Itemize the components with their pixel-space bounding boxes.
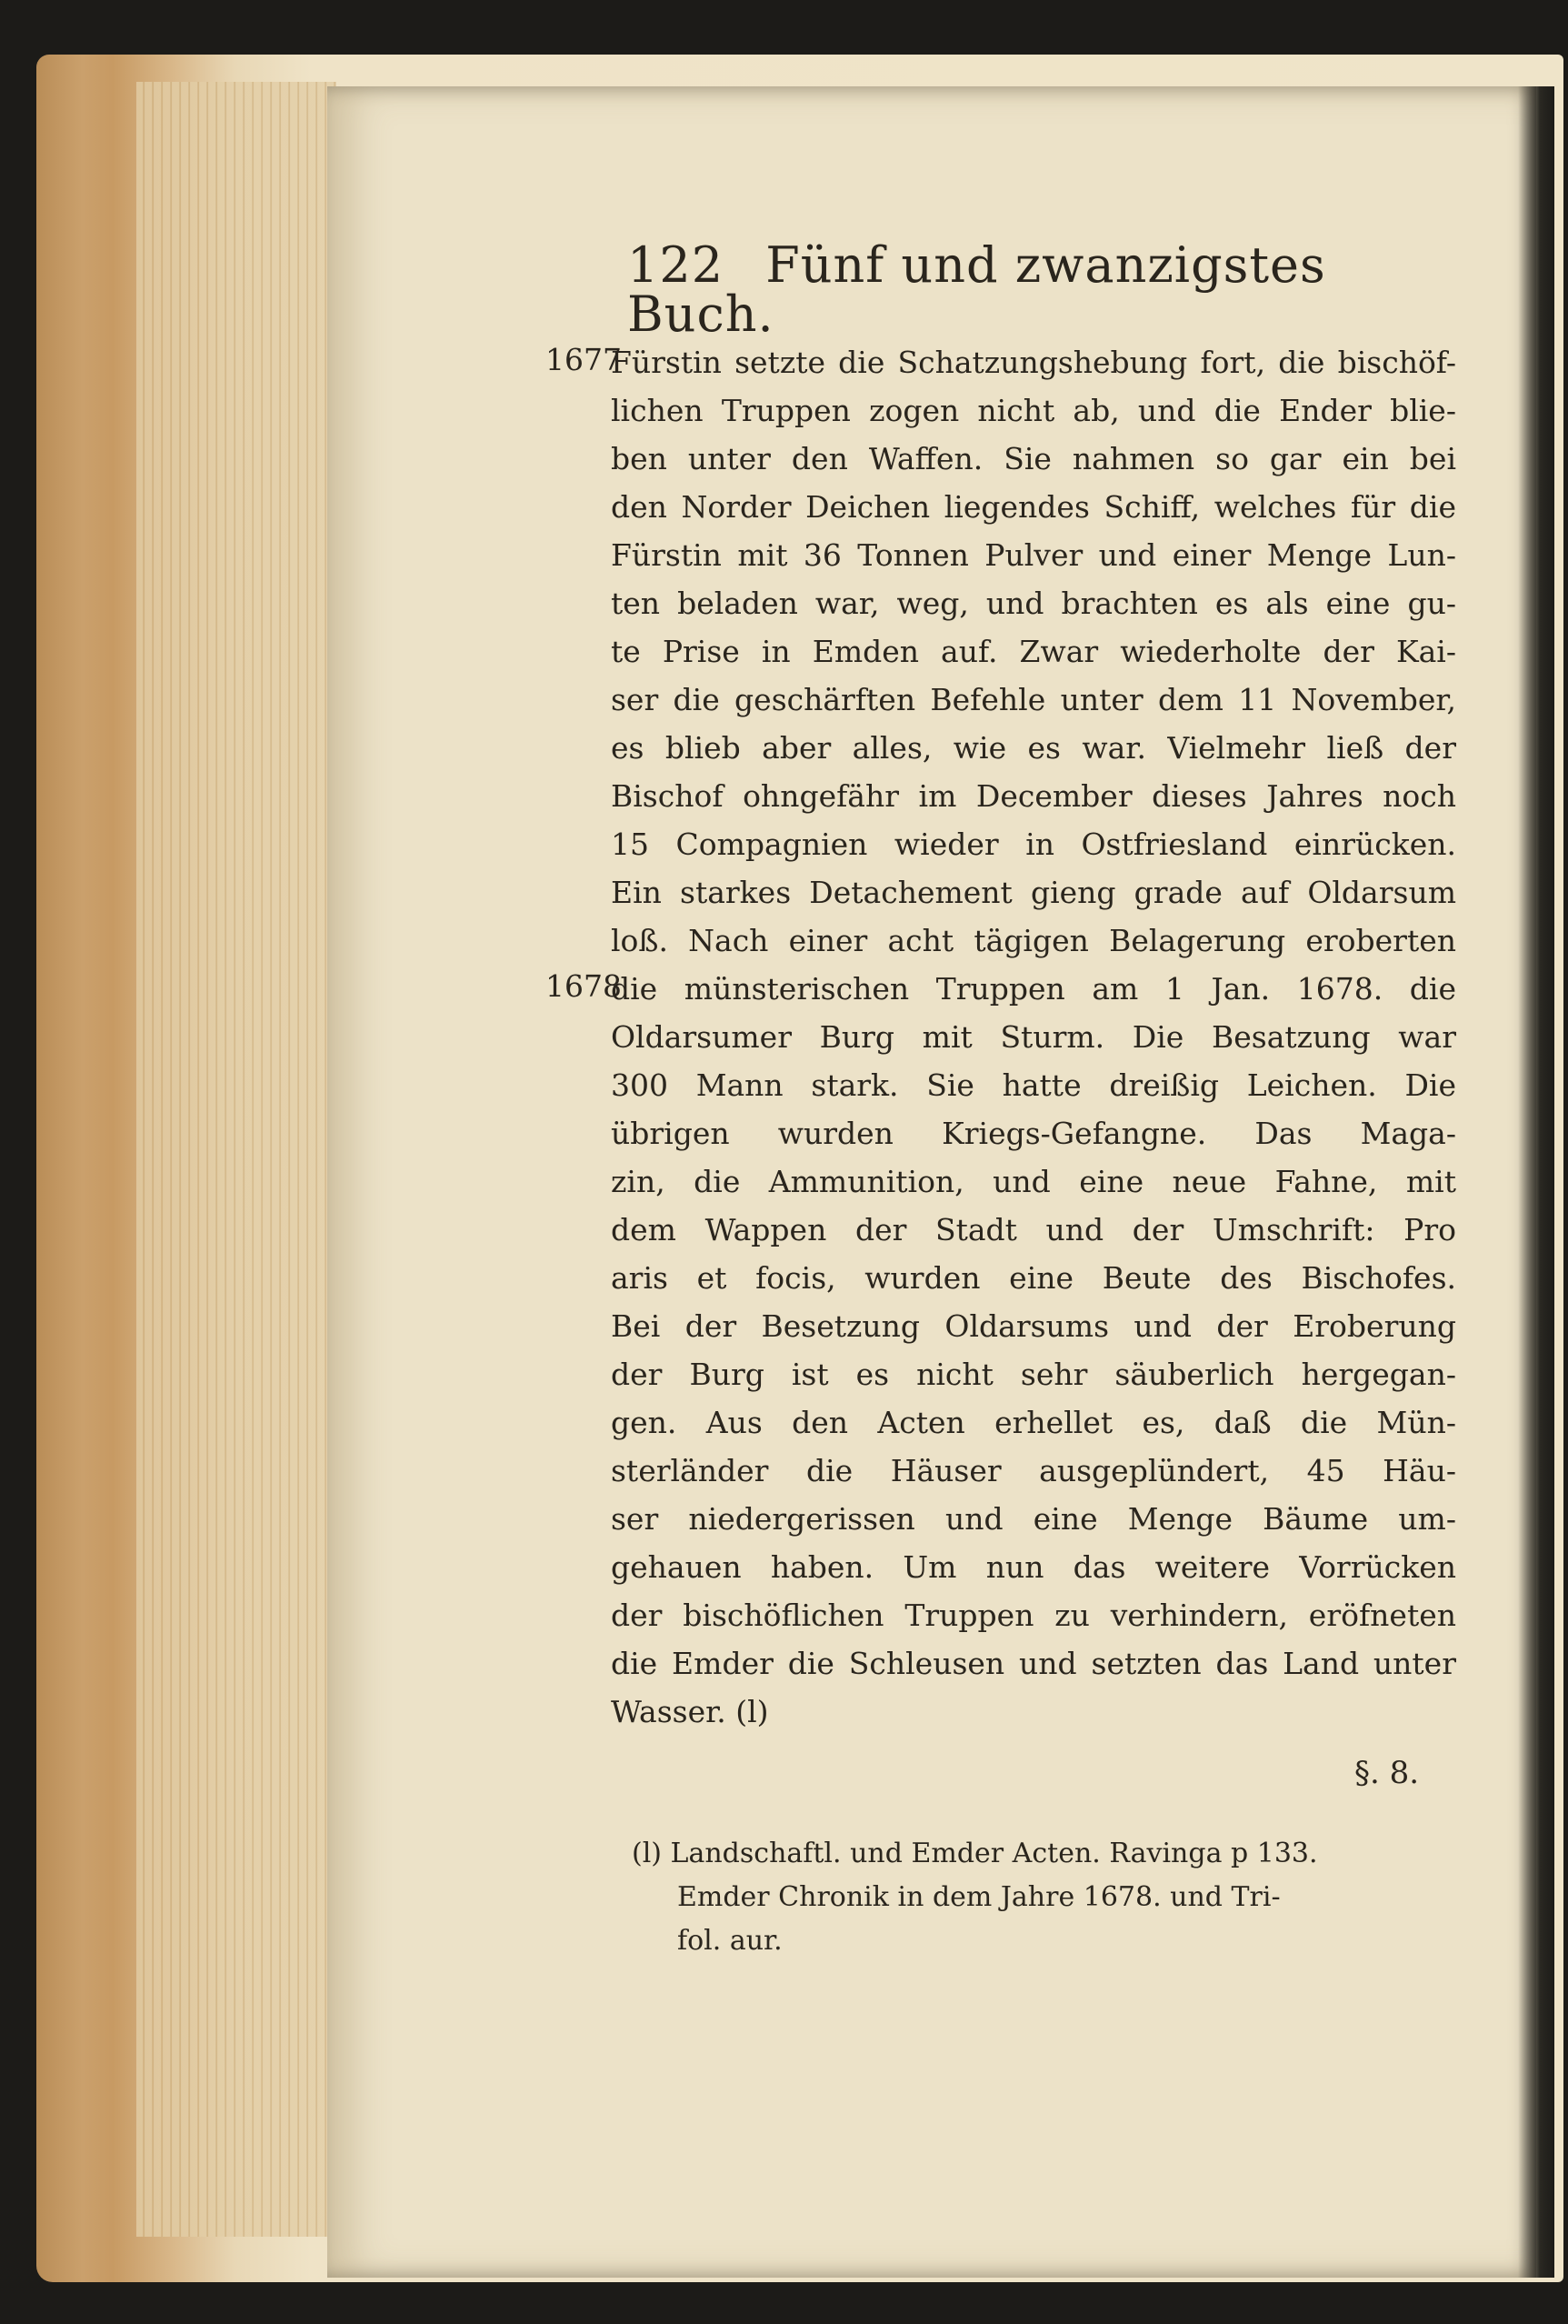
page-number: 122	[627, 236, 724, 294]
footnote-line: (l) Landschaftl. und Emder Acten. Ravinga p 133.	[632, 1838, 1318, 1869]
body-line: loß. Nach einer acht tägigen Belagerung eroberten	[611, 923, 1456, 958]
section-marker: §. 8.	[1354, 1755, 1420, 1791]
body-line: Ein starkes Detachement gieng grade auf Oldarsum	[611, 875, 1456, 910]
body-line: es blieb aber alles, wie es war. Vielmehr ließ der	[611, 730, 1456, 766]
margin-year-1677: 1677	[545, 342, 622, 377]
body-line: sterländer die Häuser ausgeplündert, 45 Häu-	[611, 1453, 1456, 1488]
body-line: der Burg ist es nicht sehr säuberlich hergegan-	[611, 1357, 1456, 1392]
body-line: dem Wappen der Stadt und der Umschrift: Pro	[611, 1212, 1456, 1247]
body-line: gen. Aus den Acten erhellet es, daß die Mün-	[611, 1405, 1456, 1440]
footnote-line: Emder Chronik in dem Jahre 1678. und Tri-	[677, 1881, 1281, 1913]
body-line: Fürstin mit 36 Tonnen Pulver und einer Menge Lun-	[611, 537, 1456, 573]
margin-year-1678: 1678	[545, 968, 622, 1004]
body-line: den Norder Deichen liegendes Schiff, welches für die	[611, 489, 1456, 525]
body-line: aris et focis, wurden eine Beute des Bischofes.	[611, 1260, 1456, 1296]
body-line: ten beladen war, weg, und brachten es als eine gu-	[611, 586, 1456, 621]
body-line: der bischöflichen Truppen zu verhindern, eröfneten	[611, 1598, 1456, 1633]
running-header	[627, 236, 1445, 343]
body-line: lichen Truppen zogen nicht ab, und die Ender blie-	[611, 393, 1456, 428]
body-line: Oldarsumer Burg mit Sturm. Die Besatzung war	[611, 1019, 1456, 1055]
body-line: Fürstin setzte die Schatzungshebung fort, die bischöf-	[611, 345, 1456, 380]
body-line: te Prise in Emden auf. Zwar wiederholte der Kai-	[611, 634, 1456, 669]
body-line: ser niedergerissen und eine Menge Bäume um-	[611, 1501, 1456, 1537]
page-edges	[136, 82, 336, 2237]
body-line: ben unter den Waffen. Sie nahmen so gar ein bei	[611, 441, 1456, 476]
body-line: Wasser. (l)	[611, 1694, 769, 1729]
body-line: 300 Mann stark. Sie hatte dreißig Leichen. Die	[611, 1067, 1456, 1103]
body-text	[611, 338, 1456, 1736]
body-line: übrigen wurden Kriegs-Gefangne. Das Maga-	[611, 1116, 1456, 1151]
footnote-line: fol. aur.	[677, 1925, 783, 1957]
body-line: Bischof ohngefähr im December dieses Jahres noch	[611, 778, 1456, 814]
body-line: Bei der Besetzung Oldarsums und der Eroberung	[611, 1308, 1456, 1344]
body-line: ser die geschärften Befehle unter dem 11 November,	[611, 682, 1456, 717]
body-line: die Emder die Schleusen und setzten das Land unter	[611, 1646, 1456, 1681]
body-line: die münsterischen Truppen am 1 Jan. 1678. die	[611, 971, 1456, 1007]
body-line: zin, die Ammunition, und eine neue Fahne, mit	[611, 1164, 1456, 1199]
running-title: Fünf und zwanzigstes Buch.	[627, 236, 1326, 343]
body-line: gehauen haben. Um nun das weitere Vorrücken	[611, 1549, 1456, 1585]
body-line: 15 Compagnien wieder in Ostfriesland einrücken.	[611, 826, 1456, 862]
footnotes	[632, 1832, 1450, 1963]
